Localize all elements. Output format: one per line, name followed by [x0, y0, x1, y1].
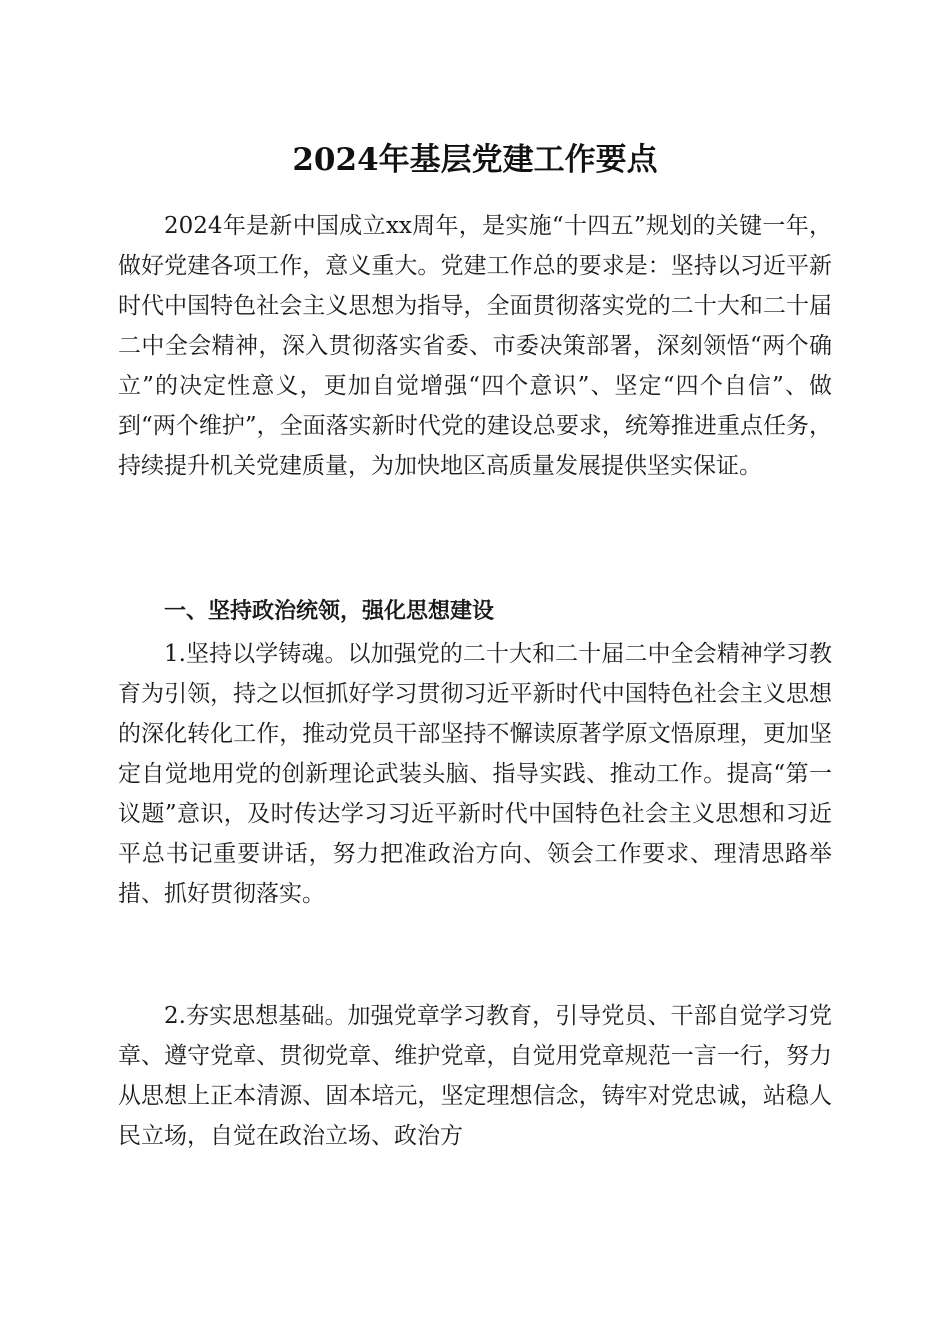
intro-paragraph: 2024年是新中国成立xx周年，是实施“十四五”规划的关键一年，做好党建各项工作，意义重大。党建工作总的要求是：坚持以习近平新时代中国特色社会主义思想为指导，全面贯彻落实党的二十大和二十届二中全会精神，深入贯彻落实省委、市委决策部署，深刻领悟“两个确立”的决定性意义，更加自觉增强“四个意识”、坚定“四个自信”、做到“两个维护”，全面落实新时代党的建设总要求，统筹推进重点任务，持续提升机关党建质量，为加快地区高质量发展提供坚实保证。 [118, 213, 832, 479]
item-2-paragraph: 2.夯实思想基础。加强党章学习教育，引导党员、干部自觉学习党章、遵守党章、贯彻党章、维护党章，自觉用党章规范一言一行，努力从思想上正本清源、固本培元，坚定理想信念，铸牢对党忠诚，站稳人民立场，自觉在政治立场、政治方 [118, 1003, 832, 1149]
item-1-paragraph: 1.坚持以学铸魂。以加强党的二十大和二十届二中全会精神学习教育为引领，持之以恒抓好学习贯彻习近平新时代中国特色社会主义思想的深化转化工作，推动党员干部坚持不懈读原著学原文悟原理，更加坚定自觉地用党的创新理论武装头脑、指导实践、推动工作。提高“第一议题”意识，及时传达学习习近平新时代中国特色社会主义思想和习近平总书记重要讲话，努力把准政治方向、领会工作要求、理清思路举措、抓好贯彻落实。 [118, 641, 832, 907]
intro-paragraph-block [118, 206, 832, 486]
item-1-block [118, 634, 832, 914]
document-title: 2024年基层党建工作要点 [292, 142, 658, 178]
section-1-heading: 一、坚持政治统领，强化思想建设 [164, 599, 495, 624]
section-heading-block [118, 592, 832, 632]
item-2-block [118, 996, 832, 1156]
